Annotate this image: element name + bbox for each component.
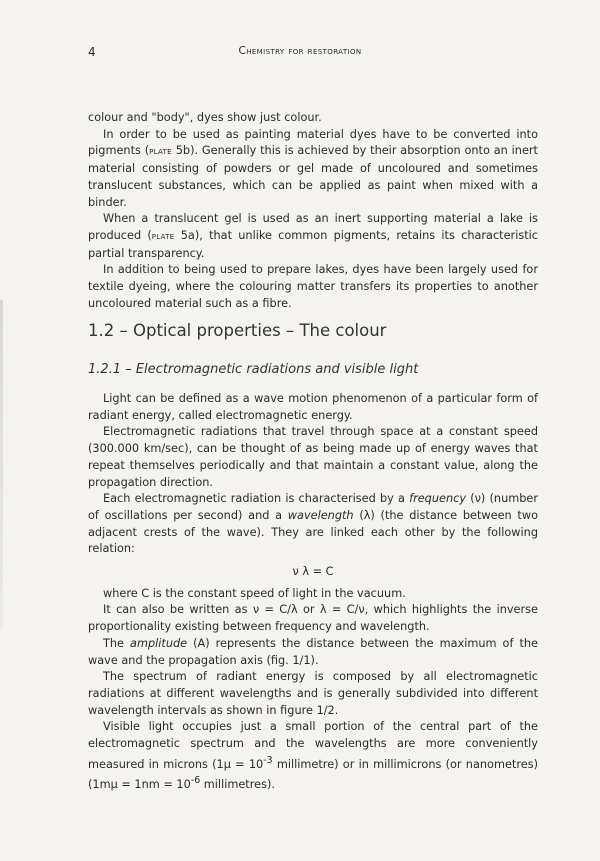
section-1-text: [88, 110, 538, 312]
plate-ref: plate: [149, 146, 172, 158]
paragraph: The amplitude (A) represents the distance between the maximum of the wave and the propagation axis (fig. 1/1).: [88, 636, 538, 667]
paragraph: The spectrum of radiant energy is composed by all electromagnetic radiations at different wavelengths and is generally subdivided into different wavelength intervals as shown in figure 1/2.: [88, 670, 538, 717]
scan-edge-shadow: [0, 300, 3, 630]
term-frequency: frequency: [409, 492, 467, 506]
paragraph: colour and "body", dyes show just colour.: [88, 111, 322, 124]
subsection-heading: 1.2.1 – Electromagnetic radiations and visible light: [88, 362, 419, 377]
section-heading: 1.2 – Optical properties – The colour: [88, 321, 387, 340]
paragraph: It can also be written as ν = C/λ or λ = C/ν, which highlights the inverse proportionality existing between frequency and wavelength.: [88, 603, 538, 634]
running-title: Chemistry for restoration: [238, 45, 362, 57]
paragraph: where C is the constant speed of light in the vacuum.: [103, 586, 406, 600]
section-2-text: [88, 391, 538, 794]
formula: ν λ = C: [292, 565, 334, 579]
paragraph: Each electromagnetic radiation is characterised by a frequency (ν) (number of oscillations per second) and a wavelength (λ) (the distance between two adjacent crests of the wave). They are linked each other by the following relation:: [88, 492, 538, 556]
paragraph: Visible light occupies just a small portion of the central part of the electromagnetic spectrum and the wavelengths are more conveniently measured in microns ($1\mu = 10^{-3}$ millimetre) or in millimicrons (or nanometres) ($1m\mu = 1nm = 10^{-6}$ millimetres).: [88, 720, 538, 791]
term-amplitude: amplitude: [130, 636, 188, 650]
paragraph: When a translucent gel is used as an inert supporting material a lake is produced (plate 5a), that unlike common pigments, retains its characteristic partial transparency.: [88, 212, 539, 260]
paragraph: Electromagnetic radiations that travel through space at a constant speed (300.000 km/sec), can be thought of as being made up of energy waves that repeat themselves periodically and that maintain a constant value, along the propagation direction.: [88, 425, 538, 489]
paragraph: In addition to being used to prepare lakes, dyes have been largely used for textile dyeing, where the colouring matter transfers its properties to another uncoloured material such as a fibre.: [88, 263, 538, 310]
page-number: 4: [88, 45, 96, 59]
paragraph: In order to be used as painting material dyes have to be converted into pigments (plate 5b). Generally this is achieved by their absorption onto an inert material consisting of powders or gel made of uncoloured and sometimes translucent substances, which can be applied as paint when mixed with a binder.: [88, 127, 538, 209]
term-wavelength: wavelength: [287, 508, 354, 522]
plate-ref: plate: [151, 230, 175, 242]
paragraph: Light can be defined as a wave motion phenomenon of a particular form of radiant energy, called electromagnetic energy.: [88, 392, 538, 422]
